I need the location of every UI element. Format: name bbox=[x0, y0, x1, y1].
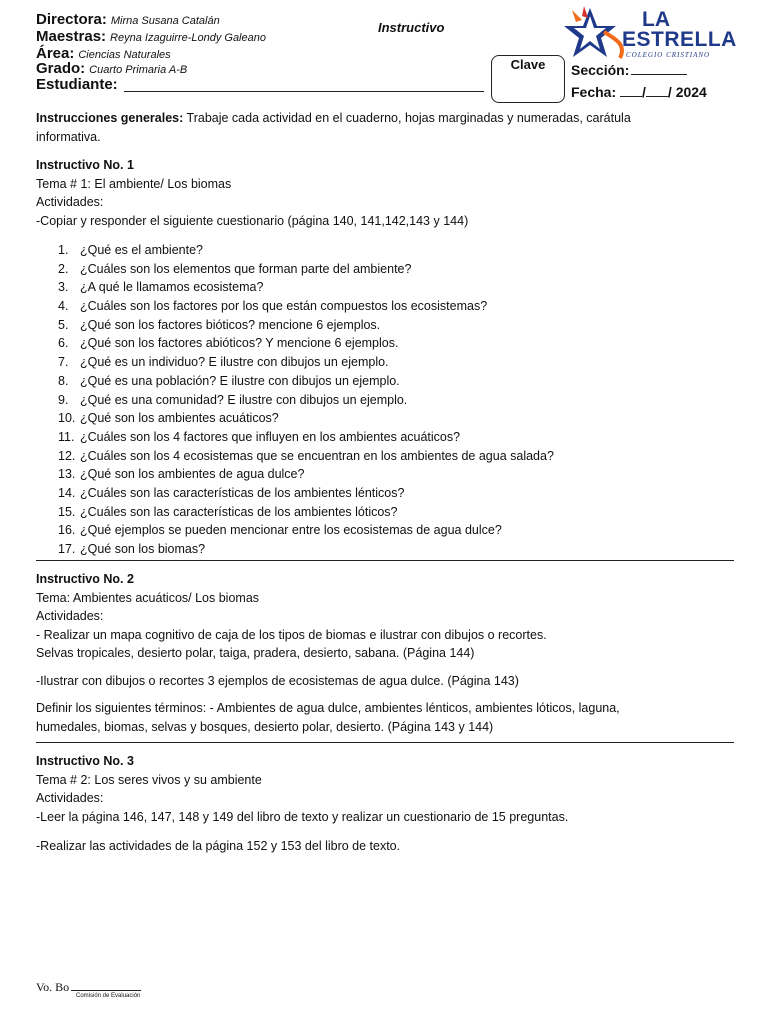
vobo-signature-line[interactable] bbox=[71, 990, 141, 991]
question-text: ¿Cuáles son los 4 factores que influyen en los ambientes acuáticos? bbox=[80, 429, 461, 444]
instructivo-2-tema: Tema: Ambientes acuáticos/ Los biomas bbox=[36, 590, 260, 605]
question-number: 17. bbox=[58, 542, 76, 556]
estudiante-input-line[interactable] bbox=[124, 91, 484, 92]
question-text: ¿Cuáles son los factores por los que están compuestos los ecosistemas? bbox=[80, 299, 488, 314]
list-item bbox=[58, 241, 718, 260]
list-item bbox=[58, 521, 718, 540]
question-number: 1. bbox=[58, 243, 69, 257]
question-number: 8. bbox=[58, 373, 69, 388]
instructivo-3-task-2: -Realizar las actividades de la página 152 y 153 del libro de texto. bbox=[36, 839, 401, 853]
instructivo-3 bbox=[36, 752, 736, 856]
question-number: 2. bbox=[58, 261, 69, 276]
question-text: ¿A qué le llamamos ecosistema? bbox=[80, 280, 264, 295]
list-item bbox=[58, 297, 718, 316]
instructivo-2-actividades: Actividades: bbox=[36, 609, 104, 623]
instructivo-1-title: Instructivo No. 1 bbox=[36, 158, 134, 172]
estudiante-label: Estudiante: bbox=[36, 76, 118, 93]
logo-line2: ESTRELLA bbox=[622, 28, 737, 51]
fecha-year: 2024 bbox=[675, 84, 707, 100]
question-text: ¿Qué es un individuo? E ilustre con dibujos un ejemplo. bbox=[80, 355, 389, 370]
directora-value: Mirna Susana Catalán bbox=[110, 15, 220, 27]
instructivo-2-task-3b: humedales, biomas, selvas y bosques, desierto polar, desierto. (Página 143 y 144) bbox=[36, 719, 494, 734]
general-instructions-label: Instrucciones generales: bbox=[36, 111, 184, 125]
question-text: ¿Qué es una comunidad? E ilustre con dibujos un ejemplo. bbox=[80, 392, 408, 407]
question-number: 9. bbox=[58, 392, 69, 407]
question-text: ¿Qué es el ambiente? bbox=[80, 243, 203, 257]
list-item bbox=[58, 484, 718, 503]
directora-label: Directora: bbox=[36, 11, 107, 28]
fecha-sep-1: / bbox=[642, 84, 646, 100]
questionnaire-list bbox=[58, 241, 718, 559]
list-item bbox=[58, 428, 718, 447]
question-text: ¿Qué son los ambientes acuáticos? bbox=[80, 411, 279, 426]
general-instructions bbox=[36, 109, 736, 146]
list-item bbox=[58, 260, 718, 279]
seccion-blank[interactable] bbox=[631, 74, 687, 75]
maestras-row bbox=[36, 28, 266, 46]
question-text: ¿Qué son los ambientes de agua dulce? bbox=[80, 467, 305, 482]
instructivo-3-actividades: Actividades: bbox=[36, 791, 104, 805]
question-text: ¿Qué son los factores abióticos? Y mencione 6 ejemplos. bbox=[80, 336, 399, 351]
question-text: ¿Qué es una población? E ilustre con dibujos un ejemplo. bbox=[80, 373, 400, 388]
question-number: 13. bbox=[58, 467, 76, 482]
instructivo-3-task-1: -Leer la página 146, 147, 148 y 149 del libro de texto y realizar un cuestionario de 15 preguntas. bbox=[36, 809, 569, 824]
maestras-label: Maestras: bbox=[36, 28, 107, 45]
grado-value: Cuarto Primaria A-B bbox=[89, 64, 188, 76]
question-number: 14. bbox=[58, 485, 76, 500]
clave-box[interactable] bbox=[491, 55, 565, 103]
instructivo-1-tema: Tema # 1: El ambiente/ Los biomas bbox=[36, 176, 232, 191]
instructivo-2-task-1a: - Realizar un mapa cognitivo de caja de los tipos de biomas e ilustrar con dibujos o recortes. bbox=[36, 627, 547, 642]
seccion-label: Sección: bbox=[571, 62, 630, 78]
logo-line1: LA bbox=[642, 8, 670, 31]
list-item bbox=[58, 503, 718, 522]
comision-label: Comisión de Evaluación bbox=[76, 993, 141, 999]
question-number: 11. bbox=[58, 429, 75, 444]
question-number: 16. bbox=[58, 523, 76, 538]
question-text: ¿Qué son los factores bióticos? mencione 6 ejemplos. bbox=[80, 317, 381, 332]
maestras-value: Reyna Izaguirre-Londy Galeano bbox=[110, 32, 266, 44]
question-number: 5. bbox=[58, 317, 69, 332]
grado-label: Grado: bbox=[36, 60, 86, 77]
fecha-month-blank[interactable] bbox=[646, 96, 668, 97]
list-item bbox=[58, 278, 718, 297]
fecha-sep-2: / bbox=[667, 84, 672, 100]
section-divider bbox=[36, 560, 734, 561]
list-item bbox=[58, 334, 718, 353]
list-item bbox=[58, 353, 718, 372]
instructivo-2 bbox=[36, 570, 736, 736]
area-value: Ciencias Naturales bbox=[78, 49, 171, 61]
question-text: ¿Cuáles son las características de los ambientes lénticos? bbox=[80, 485, 405, 500]
list-item bbox=[58, 447, 718, 466]
list-item bbox=[58, 316, 718, 335]
instructivo-1 bbox=[36, 156, 736, 230]
list-item bbox=[58, 391, 718, 410]
question-text: ¿Cuáles son los 4 ecosistemas que se encuentran en los ambientes de agua salada? bbox=[80, 448, 554, 463]
area-label: Área: bbox=[36, 45, 75, 62]
fecha-field[interactable] bbox=[571, 84, 707, 100]
question-text: ¿Cuáles son los elementos que forman parte del ambiente? bbox=[80, 261, 412, 276]
question-number: 3. bbox=[58, 280, 69, 295]
instructivo-1-actividades: Actividades: bbox=[36, 195, 104, 209]
question-number: 15. bbox=[58, 504, 76, 519]
list-item bbox=[58, 409, 718, 428]
estudiante-row bbox=[36, 76, 118, 94]
instructivo-1-task: -Copiar y responder el siguiente cuestionario (página 140, 141,142,143 y 144) bbox=[36, 213, 469, 228]
general-instructions-text: Trabaje cada actividad en el cuaderno, hojas marginadas y numeradas, carátula bbox=[183, 111, 631, 125]
list-item bbox=[58, 372, 718, 391]
question-number: 12. bbox=[58, 448, 76, 463]
instructivo-3-title: Instructivo No. 3 bbox=[36, 754, 134, 768]
question-number: 4. bbox=[58, 299, 69, 314]
instructivo-2-title: Instructivo No. 2 bbox=[36, 572, 134, 586]
question-text: ¿Qué ejemplos se pueden mencionar entre los ecosistemas de agua dulce? bbox=[80, 523, 502, 538]
vobo-label: Vo. Bo bbox=[36, 980, 70, 994]
logo-tagline: COLEGIO CRISTIANO bbox=[626, 51, 711, 59]
question-number: 7. bbox=[58, 355, 69, 370]
clave-label: Clave bbox=[510, 57, 546, 72]
question-text: ¿Cuáles son las características de los ambientes lóticos? bbox=[80, 504, 398, 519]
directora-row bbox=[36, 11, 220, 29]
general-instructions-text-2: informativa. bbox=[36, 129, 101, 144]
instructivo-2-task-1b: Selvas tropicales, desierto polar, taiga, pradera, desierto, sabana. (Página 144) bbox=[36, 646, 475, 660]
fecha-label: Fecha: bbox=[571, 84, 617, 100]
instructivo-2-task-3a: Definir los siguientes términos: - Ambientes de agua dulce, ambientes lénticos, ambientes lóticos, laguna, bbox=[36, 701, 620, 715]
instructivo-2-task-2: -Ilustrar con dibujos o recortes 3 ejemplos de ecosistemas de agua dulce. (Página 143) bbox=[36, 673, 519, 688]
question-number: 10. bbox=[58, 411, 76, 426]
section-divider bbox=[36, 742, 734, 743]
fecha-day-blank[interactable] bbox=[620, 96, 642, 97]
document-title: Instructivo bbox=[378, 20, 445, 35]
question-number: 6. bbox=[58, 336, 69, 351]
list-item bbox=[58, 465, 718, 484]
list-item bbox=[58, 540, 718, 559]
question-text: ¿Qué son los biomas? bbox=[80, 542, 206, 556]
school-logo bbox=[560, 6, 756, 66]
instructivo-3-tema: Tema # 2: Los seres vivos y su ambiente bbox=[36, 772, 262, 787]
